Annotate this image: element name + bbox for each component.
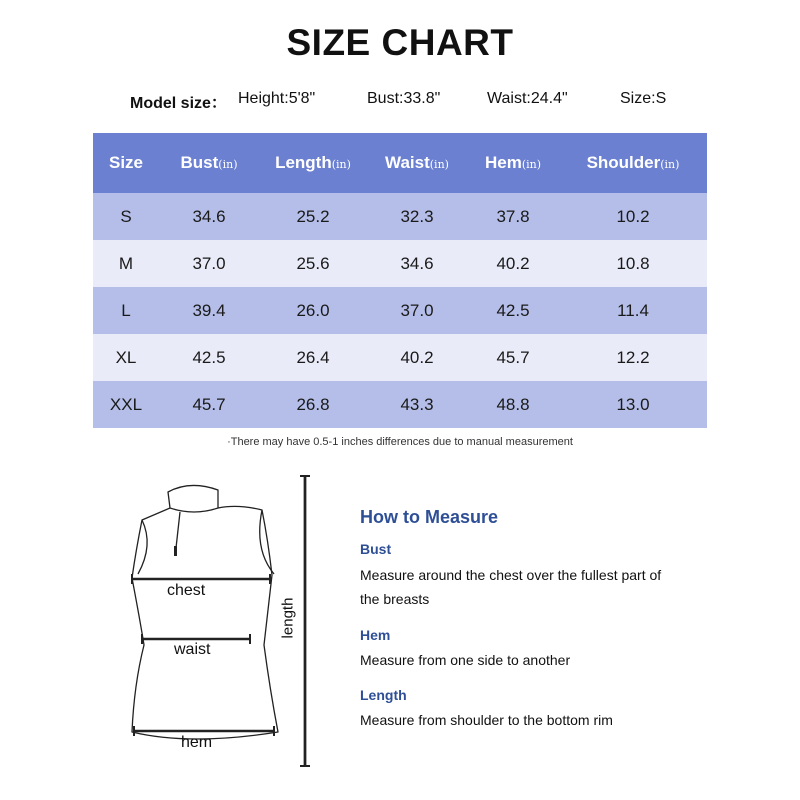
zipper-pull-icon: [174, 546, 177, 556]
table-row: [93, 334, 707, 381]
model-size-line: [0, 90, 800, 114]
body-outline: [132, 506, 278, 739]
measurement-cell: 26.8: [296, 394, 330, 414]
measurement-cell: 39.4: [192, 300, 226, 320]
column-header-label: Waist: [385, 153, 430, 172]
table-body: [93, 193, 707, 428]
model-waist: Waist:24.4": [487, 90, 568, 107]
column-header-unit: (in): [331, 158, 351, 171]
table-row: [93, 381, 707, 428]
size-cell: M: [118, 253, 134, 273]
column-header-label: Bust: [180, 153, 219, 172]
measurement-cell: 25.2: [296, 206, 330, 226]
measurement-note: ·There may have 0.5-1 inches differences due to manual measurement: [227, 436, 573, 448]
measurement-cell: 40.2: [400, 347, 434, 367]
column-header-length: [259, 133, 367, 193]
column-header-label: Shoulder: [586, 153, 661, 172]
measurement-cell: 43.3: [400, 394, 434, 414]
model-size-label: Model size：: [130, 95, 227, 112]
measurement-cell: 26.4: [296, 347, 330, 367]
measurement-cell: 34.6: [400, 253, 434, 273]
column-header-hem: [467, 133, 559, 193]
left-armhole: [138, 520, 147, 574]
measurement-cell: 13.0: [616, 394, 650, 414]
model-size: Size:S: [620, 90, 667, 107]
collar-shape: [168, 485, 218, 512]
measurement-cell: 40.2: [496, 253, 530, 273]
page-title: SIZE CHART: [286, 22, 514, 63]
how-to-measure-title: How to Measure: [360, 507, 499, 527]
column-header-unit: (in): [218, 158, 238, 171]
bust-heading: Bust: [360, 541, 392, 557]
chest-label: chest: [167, 582, 206, 599]
length-label: length: [279, 597, 297, 639]
column-header-label: Length: [275, 153, 332, 172]
measurement-cell: 12.2: [616, 347, 650, 367]
measurement-cell: 26.0: [296, 300, 330, 320]
table-row: [93, 193, 707, 240]
column-header-bust: [159, 133, 259, 193]
model-height: Height:5'8": [238, 90, 316, 107]
measurement-cell: 37.8: [496, 206, 530, 226]
zipper-line: [176, 512, 180, 548]
right-armhole: [260, 510, 274, 574]
measurement-cell: 42.5: [496, 300, 530, 320]
measurement-cell: 10.2: [616, 206, 650, 226]
hem-description: Measure from one side to another: [360, 652, 571, 668]
measurement-cell: 45.7: [496, 347, 530, 367]
measurement-cell: 42.5: [192, 347, 226, 367]
column-header-unit: (in): [660, 158, 680, 171]
column-header-waist: [367, 133, 467, 193]
length-heading: Length: [360, 687, 407, 703]
column-header-label: Size: [108, 153, 144, 172]
measurement-cell: 37.0: [400, 300, 434, 320]
measurement-cell: 34.6: [192, 206, 226, 226]
measurement-cell: 48.8: [496, 394, 530, 414]
column-header-size: [93, 133, 159, 193]
table-row: [93, 287, 707, 334]
table-row: [93, 240, 707, 287]
hem-label: hem: [181, 734, 213, 751]
model-bust: Bust:33.8": [367, 90, 441, 107]
column-header-label: Hem: [484, 153, 522, 172]
bust-description: Measure around the chest over the fullest part of the breasts: [360, 567, 662, 607]
size-cell: S: [120, 206, 132, 226]
size-cell: XL: [115, 347, 137, 367]
table-header-row: [93, 133, 707, 193]
column-header-unit: (in): [521, 158, 542, 171]
length-ruler: [300, 470, 320, 770]
measurement-cell: 11.4: [617, 300, 649, 320]
measurement-cell: 37.0: [192, 253, 226, 273]
measurement-cell: 25.6: [296, 253, 330, 273]
length-description: Measure from shoulder to the bottom rim: [360, 712, 613, 728]
column-header-shoulder: [559, 133, 707, 193]
measurement-cell: 10.8: [616, 253, 650, 273]
measurement-cell: 32.3: [400, 206, 434, 226]
hem-heading: Hem: [360, 627, 391, 643]
column-header-unit: (in): [429, 158, 449, 171]
size-cell: L: [121, 300, 131, 320]
waist-label: waist: [174, 641, 211, 658]
size-cell: XXL: [109, 394, 143, 414]
size-table: [93, 133, 707, 428]
measurement-cell: 45.7: [192, 394, 226, 414]
